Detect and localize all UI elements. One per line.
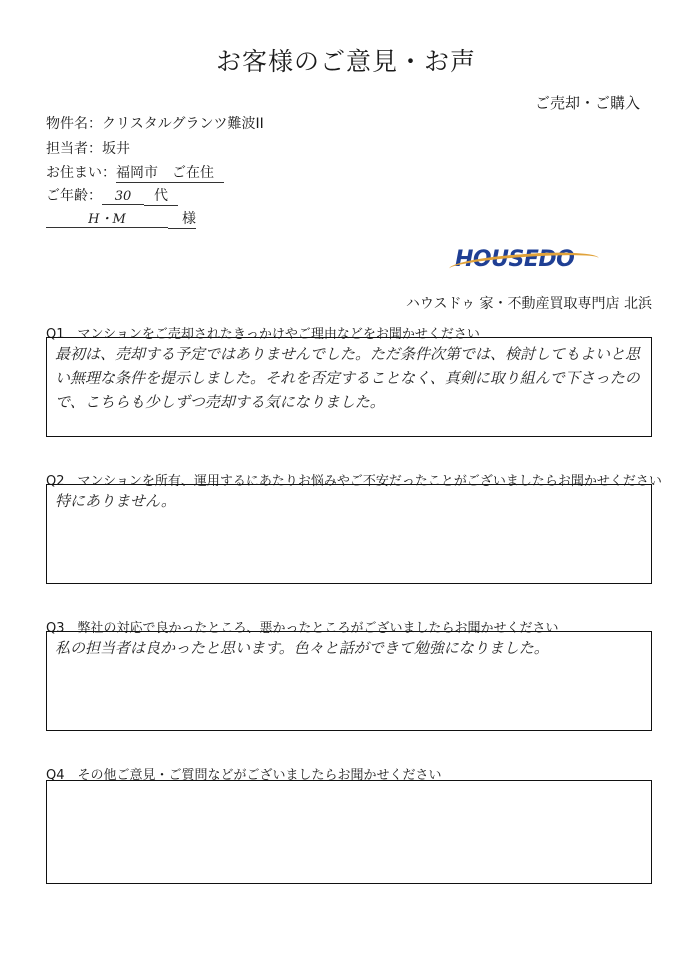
- q4-answer: [47, 781, 651, 789]
- service-type: ご売却・ご購入: [534, 94, 640, 112]
- q1-label: Q1 マンションをご売却されたきっかけやご理由などをお聞かせください: [46, 327, 480, 342]
- q2-answer-box: [46, 484, 652, 584]
- q3-answer: 私の担当者は良かったと思います。色々と話ができて勉強になりました。: [55, 639, 549, 657]
- q2-label: Q2 マンションを所有、運用するにあたりお悩みやご不安だったことがございましたらお聞かせください: [46, 474, 662, 489]
- agent-value: 坂井: [102, 141, 130, 157]
- agent-label: 担当者：: [46, 141, 102, 157]
- housedo-logo: [455, 247, 595, 277]
- residence-row: [46, 162, 224, 183]
- customer-initials: H・M: [46, 208, 168, 228]
- residence-value: 福岡市 ご在住: [116, 162, 224, 183]
- property-label: 物件名：: [46, 116, 102, 132]
- residence-label: お住まい：: [46, 165, 116, 181]
- logo-wordmark: HOUSEDO: [455, 247, 575, 272]
- q3-label: Q3 弊社の対応で良かったところ、悪かったところがございましたらお聞かせください: [46, 621, 559, 636]
- page-title: お客様のご意見・お声: [215, 47, 476, 76]
- property-row: [46, 113, 264, 133]
- property-value: クリスタルグランツ難波II: [102, 116, 264, 132]
- q1-answer-box: [46, 337, 652, 437]
- age-label: ご年齢：: [46, 188, 102, 204]
- age-row: [46, 185, 178, 206]
- customer-honorific: 様: [168, 208, 196, 229]
- age-value: 30: [102, 189, 144, 205]
- q3-answer-box: [46, 631, 652, 731]
- agent-row: [46, 138, 130, 158]
- q1-answer: 最初は、売却する予定ではありませんでした。ただ条件次第では、検討してもよいと思い無理な条件を提示しました。それを否定することなく、真剣に取り組んで下さったので、こちらも少しずつ売却する気になりました。: [55, 345, 641, 411]
- age-suffix: 代: [144, 185, 178, 206]
- customer-row: [46, 208, 196, 229]
- q2-answer: 特にありません。: [55, 492, 176, 510]
- q4-answer-box: [46, 780, 652, 884]
- q4-label: Q4 その他ご意見・ご質問などがございましたらお聞かせください: [46, 768, 442, 783]
- store-name: ハウスドゥ 家・不動産買取専門店 北浜: [405, 296, 652, 312]
